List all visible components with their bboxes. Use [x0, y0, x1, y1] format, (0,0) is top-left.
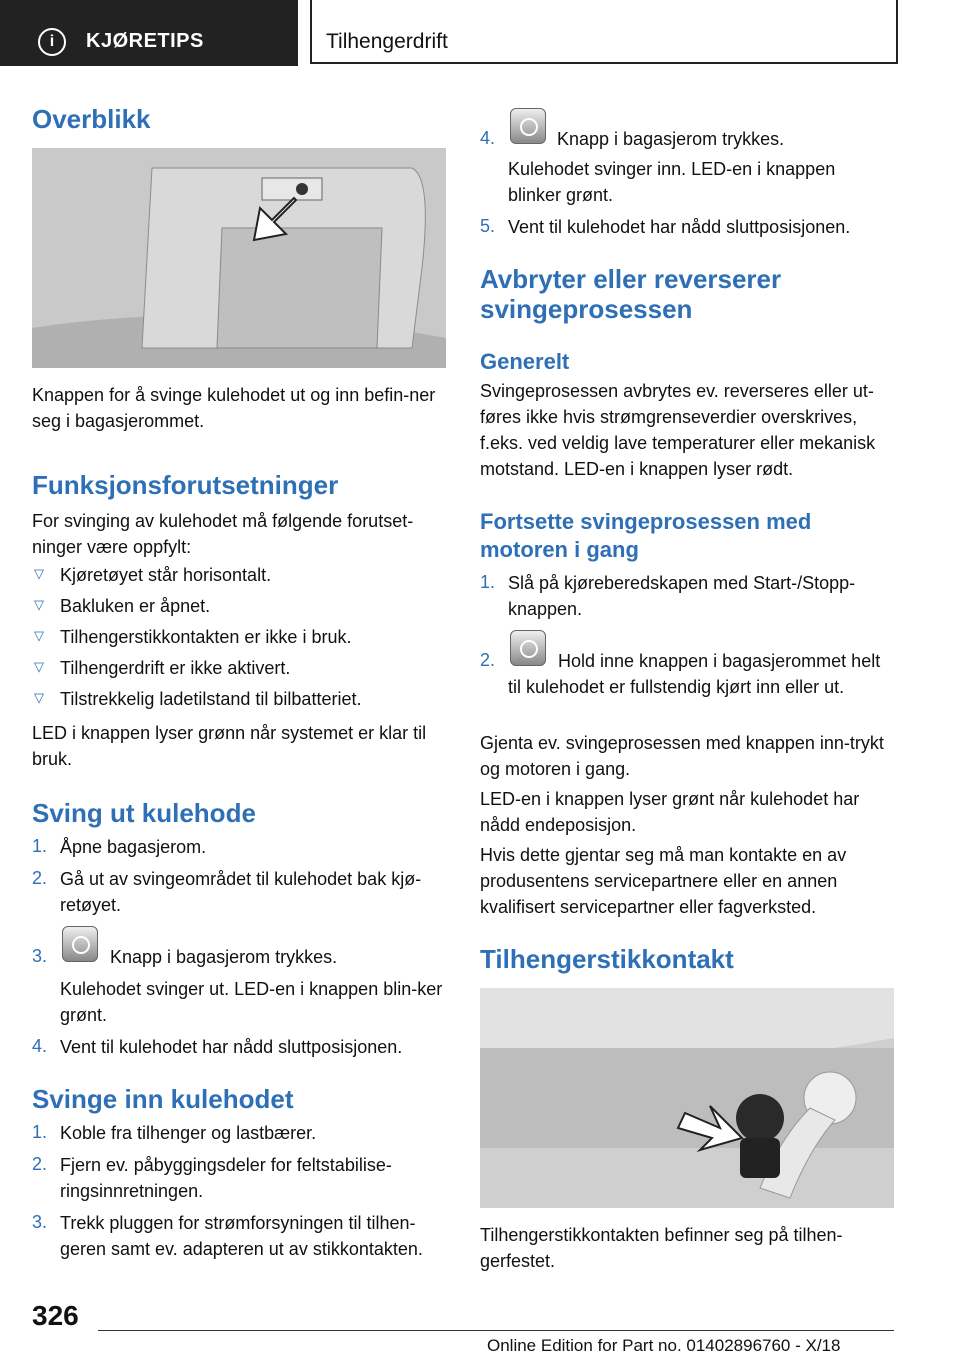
- step-text: Åpne bagasjerom.: [60, 837, 207, 857]
- step-text: Kulehodet svinger ut. LED-en i knappen blin-ker grønt.: [60, 979, 443, 1025]
- list-item: Tilhengerdrift er ikke aktivert.: [60, 658, 291, 678]
- trunk-button-icon: [62, 926, 98, 962]
- bullet-icon: ▽: [34, 597, 44, 612]
- list-item: Tilhengerstikkontakten er ikke i bruk.: [60, 627, 352, 647]
- section-label: KJØRETIPS: [86, 30, 204, 52]
- step-number: 3.: [32, 1212, 48, 1232]
- chapter-tab: [310, 0, 898, 64]
- abort-heading: Avbryter eller reverserer svingeprosessen: [480, 264, 782, 324]
- list-item: Bakluken er åpnet.: [60, 596, 211, 616]
- step-number: 3.: [32, 946, 48, 966]
- step-number: 1.: [32, 1122, 48, 1142]
- page-header: [0, 0, 960, 66]
- general-heading: Generelt: [480, 349, 570, 374]
- step-text: Knapp i bagasjerom trykkes.: [110, 947, 338, 967]
- step-number: 1.: [32, 836, 48, 856]
- trunk-image: [32, 148, 446, 368]
- step-text: Fjern ev. påbyggingsdeler for feltstabilise-ringsinnretningen.: [60, 1155, 392, 1201]
- swing-out-heading: Sving ut kulehode: [32, 798, 256, 828]
- bullet-icon: ▽: [34, 659, 44, 674]
- step-number: 4.: [32, 1036, 48, 1056]
- list-item: Tilstrekkelig ladetilstand til bilbatteriet.: [60, 689, 362, 709]
- list-item: Kjøretøyet står horisontalt.: [60, 565, 272, 585]
- step-text: Koble fra tilhenger og lastbærer.: [60, 1123, 317, 1143]
- page-number: 326: [32, 1300, 79, 1331]
- bullet-icon: ▽: [34, 628, 44, 643]
- paragraph: Gjenta ev. svingeprosessen med knappen inn-trykt og motoren i gang.: [480, 733, 884, 779]
- overview-heading: Overblikk: [32, 104, 151, 134]
- bullet-icon: ▽: [34, 566, 44, 581]
- info-icon: i: [38, 28, 66, 56]
- footer-divider: [98, 1330, 894, 1331]
- socket-heading: Tilhengerstikkontakt: [480, 944, 734, 974]
- step-text: Vent til kulehodet har nådd sluttposisjonen.: [60, 1037, 403, 1057]
- bullet-icon: ▽: [34, 690, 44, 705]
- step-number: 2.: [32, 1154, 48, 1174]
- step-text: Slå på kjøreberedskapen med Start-/Stopp-knappen.: [508, 573, 856, 619]
- step-text: Trekk pluggen for strømforsyningen til tilhen-geren samt ev. adapteren ut av stikkontakten.: [60, 1213, 423, 1259]
- edition-note: Online Edition for Part no. 01402896760 - X/18: [487, 1336, 841, 1355]
- socket-caption: Tilhengerstikkontakten befinner seg på tilhen-gerfestet.: [480, 1225, 843, 1271]
- func-heading: Funksjonsforutsetninger: [32, 470, 339, 500]
- func-intro: For svinging av kulehodet må følgende forutset-ninger være oppfylt:: [32, 511, 414, 557]
- step-number: 1.: [480, 572, 496, 592]
- continue-heading: Fortsette svingeprosessen med motoren i gang: [480, 509, 812, 562]
- paragraph: Hvis dette gjentar seg må man kontakte en av produsentens servicepartnere eller en annen kvalifisert servicepartner eller fagverksted.: [480, 845, 847, 917]
- general-text: Svingeprosessen avbrytes ev. reverseres eller ut-føres ikke hvis strømgrenseverdier overskrives, f.eks. ved veldig lave temperaturer eller mekanisk motstand. LED-en i knappen lyser rødt.: [480, 381, 876, 479]
- trunk-button-icon: [510, 108, 546, 144]
- step-number: 5.: [480, 216, 496, 236]
- chapter-label: Tilhengerdrift: [326, 30, 448, 53]
- overview-caption: Knappen for å svinge kulehodet ut og inn befin-ner seg i bagasjerommet.: [32, 385, 436, 431]
- step-number: 2.: [32, 868, 48, 888]
- step-number: 4.: [480, 128, 496, 148]
- swing-in-heading: Svinge inn kulehodet: [32, 1084, 294, 1114]
- step-text: Knapp i bagasjerom trykkes.: [557, 129, 785, 149]
- paragraph: LED-en i knappen lyser grønt når kulehodet har nådd endeposisjon.: [480, 789, 860, 835]
- step-text: Gå ut av svingeområdet til kulehodet bak kjø-retøyet.: [60, 869, 422, 915]
- socket-image: [480, 988, 894, 1208]
- func-note: LED i knappen lyser grønn når systemet er klar til bruk.: [32, 723, 427, 769]
- step-text: Hold inne knappen i bagasjerommet helt til kulehodet er fullstendig kjørt inn eller ut.: [508, 651, 881, 697]
- step-text: Vent til kulehodet har nådd sluttposisjonen.: [508, 217, 851, 237]
- section-tab: [0, 0, 298, 66]
- step-text: Kulehodet svinger inn. LED-en i knappen blinker grønt.: [508, 159, 836, 205]
- step-number: 2.: [480, 650, 496, 670]
